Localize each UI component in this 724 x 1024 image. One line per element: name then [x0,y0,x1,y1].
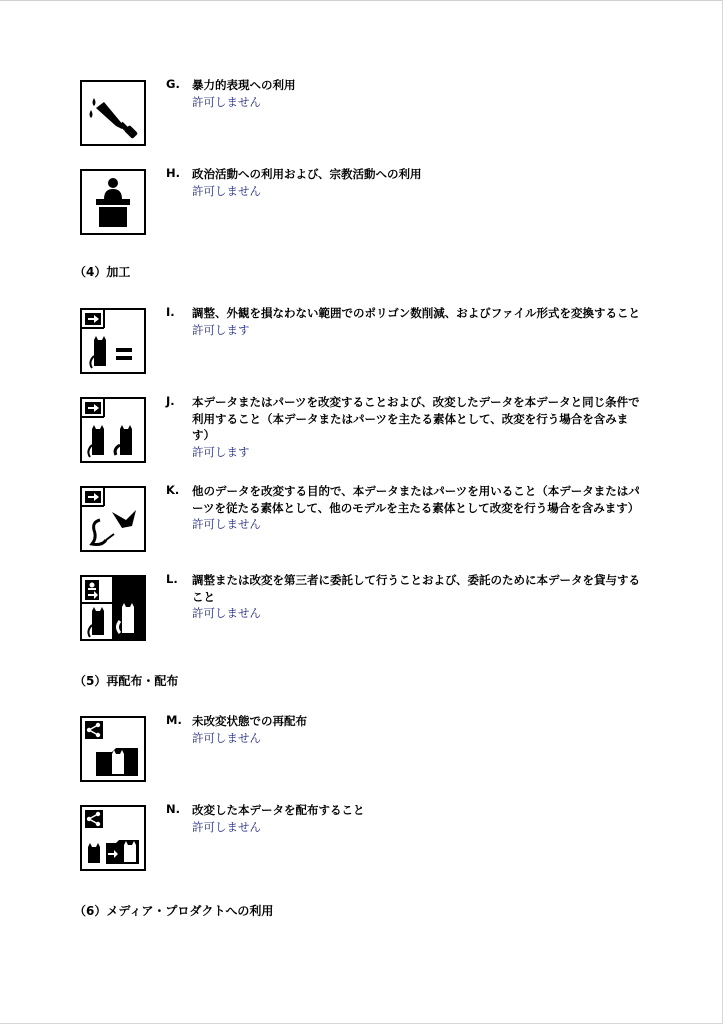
clause-letter: H. [166,166,180,180]
clause-title: 本データまたはパーツを改変することおよび、改変したデータを本データと同じ条件で利用すること（本データまたはパーツを主たる素体として、改変を行う場合を含みます） [192,395,640,442]
permission-status: 許可しません [192,183,261,198]
permission-status: 許可しません [192,730,261,745]
clause-title: 未改変状態での再配布 [192,714,307,728]
permission-status: 許可しません [192,819,261,834]
podium-speaker-icon [80,169,146,235]
clause-title: 政治活動への利用および、宗教活動への利用 [192,167,422,181]
section-heading-6: （6）メディア・プロダクトへの利用 [74,904,274,918]
permission-status: 許可しません [192,517,261,531]
clause-letter: J. [166,394,175,408]
knife-icon [80,80,146,146]
clause-title: 調整、外観を損なわない範囲でのポリゴン数削減、およびファイル形式を変換すること [192,306,641,320]
clause-letter: N. [166,802,180,816]
clause-title: 暴力的表現への利用 [192,78,296,92]
section-heading-5: （5）再配布・配布 [74,674,179,688]
clause-letter: K. [166,483,180,497]
clause-letter: M. [166,713,182,727]
share-modified-icon [80,805,146,871]
section-heading-4: （4）加工 [74,265,131,279]
share-folder-icon [80,716,146,782]
clause-letter: L. [166,572,178,586]
clause-title: 調整または改変を第三者に委託して行うことおよび、委託のために本データを貸与すること [192,573,641,604]
adjust-equal-icon [80,308,146,374]
permission-status: 許可しません [192,94,261,109]
outsource-person-icon [80,575,146,641]
clause-title: 他のデータを改変する目的で、本データまたはパーツを用いること（本データまたはパーツを従たる素体として、他のモデルを主たる素体として改変を行う場合を含みます） [192,484,640,515]
permission-status: 許可します [192,322,250,337]
clause-letter: I. [166,305,175,319]
clause-title: 改変した本データを配布すること [192,803,365,817]
permission-status: 許可しません [192,606,261,620]
tail-ear-parts-icon [80,486,146,552]
modify-two-cats-icon [80,397,146,463]
permission-status: 許可します [192,444,250,459]
clause-letter: G. [166,77,180,91]
